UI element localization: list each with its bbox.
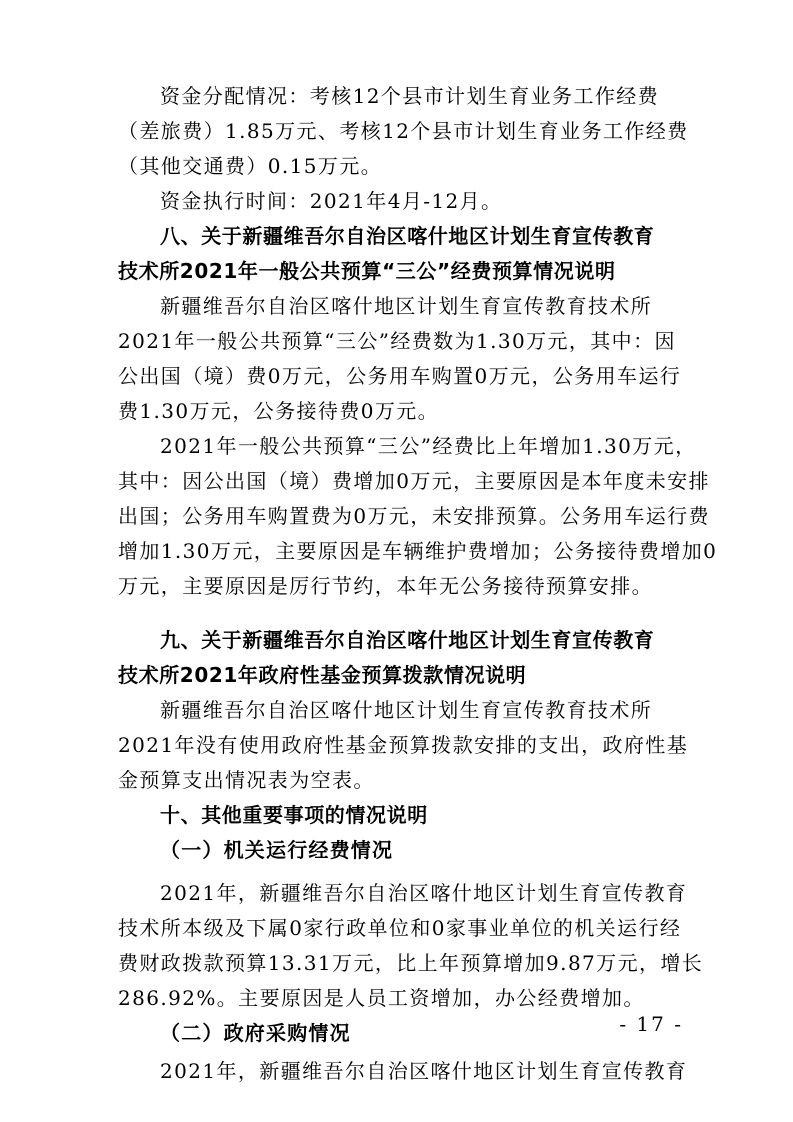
paragraph-line: 技术所本级及下属0家行政单位和0家事业单位的机关运行经 bbox=[118, 916, 682, 940]
paragraph-line: 费1.30万元，公务接待费0万元。 bbox=[118, 399, 440, 423]
subsection-heading-2: （二）政府采购情况 bbox=[160, 1021, 351, 1045]
paragraph-line: 2021年，新疆维吾尔自治区喀什地区计划生育宣传教育 bbox=[160, 1059, 688, 1083]
paragraph-line: 资金执行时间：2021年4月-12月。 bbox=[160, 189, 503, 213]
section-heading-10: 十、其他重要事项的情况说明 bbox=[160, 803, 428, 827]
paragraph-line: 新疆维吾尔自治区喀什地区计划生育宣传教育技术所 bbox=[160, 294, 653, 318]
paragraph-line: 其中：因公出国（境）费增加0万元，主要原因是本年度未安排 bbox=[118, 469, 710, 493]
section-heading-9-cont: 技术所2021年政府性基金预算拨款情况说明 bbox=[118, 663, 527, 687]
paragraph-line: （其他交通费）0.15万元。 bbox=[118, 154, 383, 178]
section-heading-9: 九、关于新疆维吾尔自治区喀什地区计划生育宣传教育 bbox=[160, 628, 655, 652]
paragraph-line: 286.92%。主要原因是人员工资增加，办公经费增加。 bbox=[118, 986, 645, 1010]
section-heading-8-cont: 技术所2021年一般公共预算“三公”经费预算情况说明 bbox=[118, 259, 616, 283]
paragraph-line: 增加1.30万元，主要原因是车辆维护费增加；公务接待费增加0 bbox=[118, 539, 718, 563]
paragraph-line: （差旅费）1.85万元、考核12个县市计划生育业务工作经费 bbox=[118, 119, 689, 143]
paragraph-line: 费财政拨款预算13.31万元，比上年预算增加9.87万元，增长 bbox=[118, 951, 704, 975]
paragraph-line: 金预算支出情况表为空表。 bbox=[118, 768, 375, 792]
page-number: - 17 - bbox=[619, 1012, 683, 1036]
paragraph-line: 2021年没有使用政府性基金预算拨款安排的支出，政府性基 bbox=[118, 733, 689, 757]
paragraph-line: 公出国（境）费0万元，公务用车购置0万元，公务用车运行 bbox=[118, 364, 682, 388]
paragraph-line: 万元，主要原因是厉行节约，本年无公务接待预算安排。 bbox=[118, 574, 653, 598]
paragraph-line: 2021年，新疆维吾尔自治区喀什地区计划生育宣传教育 bbox=[160, 881, 688, 905]
paragraph-line: 新疆维吾尔自治区喀什地区计划生育宣传教育技术所 bbox=[160, 698, 653, 722]
paragraph-line: 资金分配情况：考核12个县市计划生育业务工作经费 bbox=[160, 84, 660, 108]
paragraph-line: 2021年一般公共预算“三公”经费数为1.30万元，其中：因 bbox=[118, 329, 676, 353]
section-heading-8: 八、关于新疆维吾尔自治区喀什地区计划生育宣传教育 bbox=[160, 224, 655, 248]
paragraph-line: 出国；公务用车购置费为0万元，未安排预算。公务用车运行费 bbox=[118, 504, 710, 528]
subsection-heading-1: （一）机关运行经费情况 bbox=[160, 838, 394, 862]
paragraph-line: 2021年一般公共预算“三公”经费比上年增加1.30万元， bbox=[160, 434, 697, 458]
